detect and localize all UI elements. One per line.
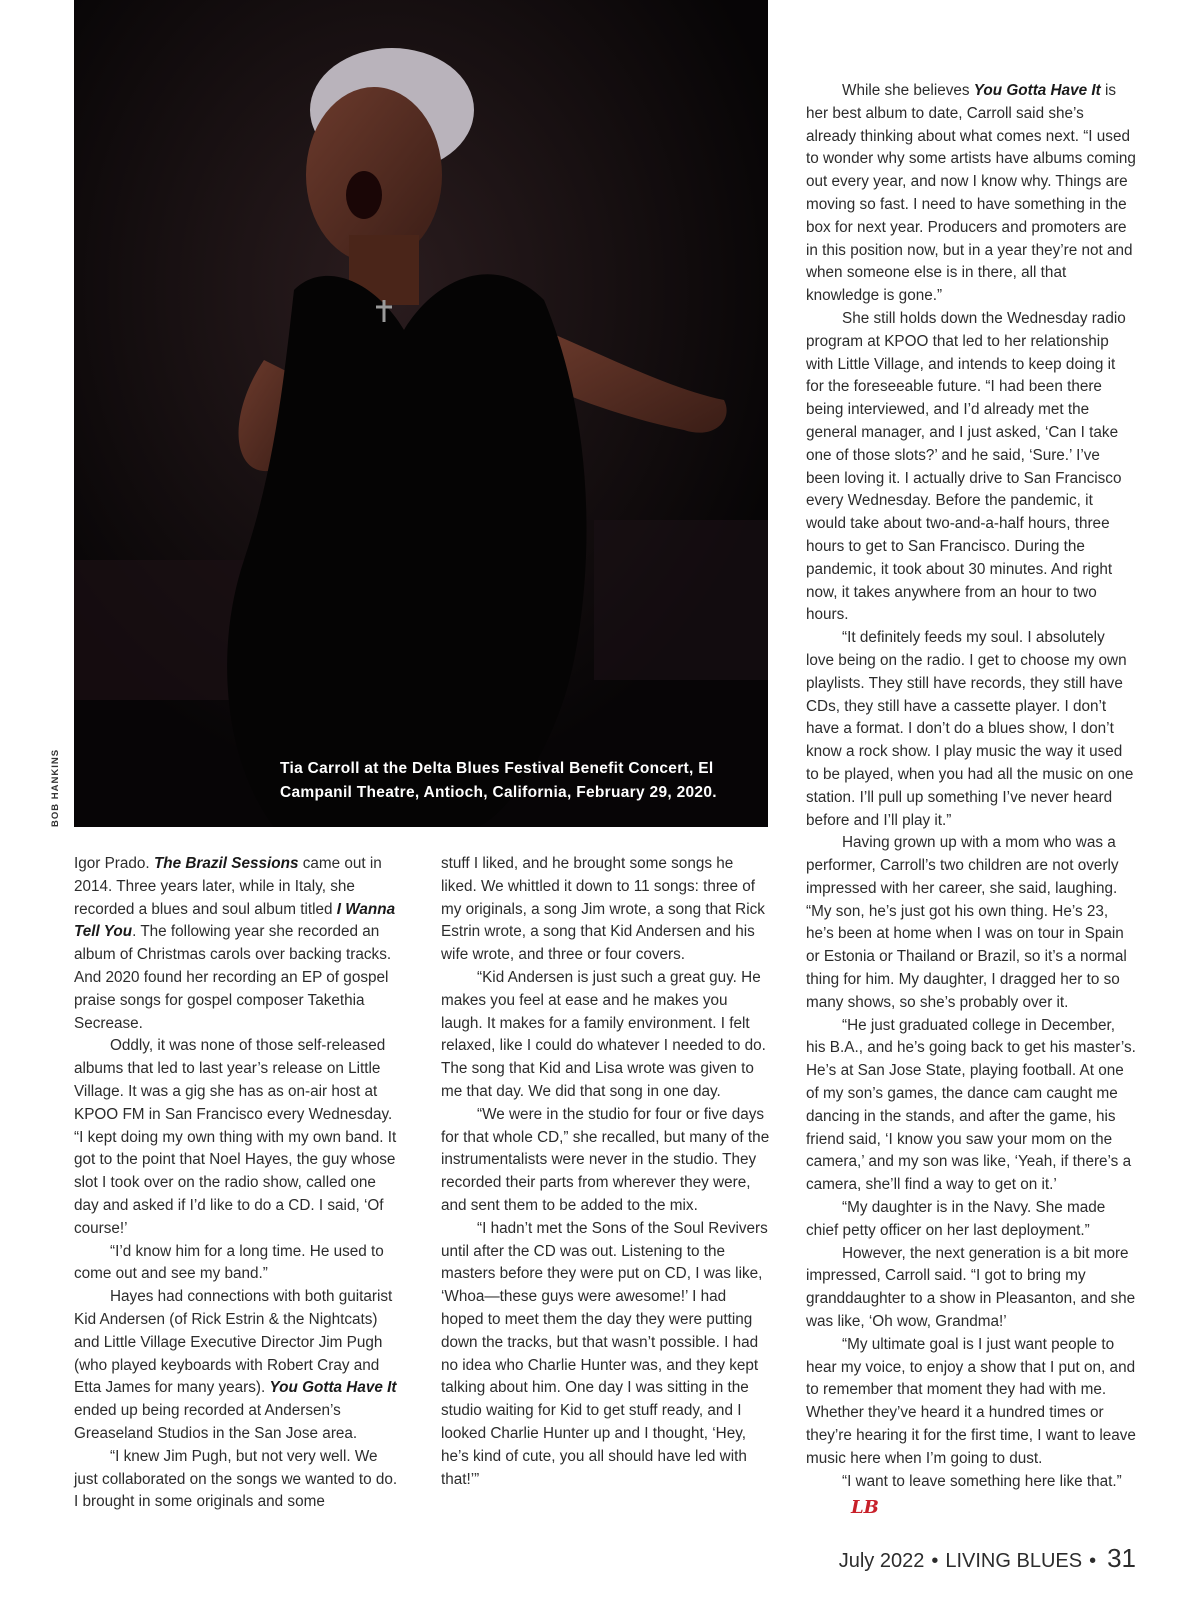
- paragraph: She still holds down the Wednesday radio program at KPOO that led to her relationship with Little Village, and intends to keep doing it for the foreseeable future. “I had been there being interviewed, and I’d already met the general manager, and I just asked, ‘Can I take one of those slots?’ and he said, ‘Sure.’ I’ve been loving it. I actually drive to San Francisco every Wednesday. Before the pandemic, it would take about two-and-a-half hours, three hours to get to San Francisco. During the pandemic, it took about 30 minutes. And right now, it takes anywhere from an hour to two hours.: [806, 309, 1126, 624]
- text-run: ended up being recorded at Andersen’s Greaseland Studios in the San Jose area.: [74, 1402, 358, 1442]
- paragraph: “My daughter is in the Navy. She made chief petty officer on her last deployment.”: [806, 1199, 1106, 1239]
- bullet-separator: •: [931, 1550, 939, 1572]
- article-column-1: [74, 853, 404, 1514]
- album-title: You Gotta Have It: [973, 82, 1101, 99]
- living-blues-end-mark-icon: [814, 1493, 879, 1527]
- page-footer: [839, 1543, 1136, 1574]
- photo-caption: Tia Carroll at the Delta Blues Festival Benefit Concert, El Campanil Theatre, Antioch, California, February 29, 2020.: [280, 760, 717, 801]
- text-run: . The following year she recorded an album of Christmas carols over backing tracks. And 2020 found her recording an EP of gospel praise songs for gospel composer Takethia Secrease.: [74, 923, 392, 1032]
- paragraph: [74, 1286, 404, 1446]
- paragraph: [74, 853, 404, 1035]
- paragraph: However, the next generation is a bit more impressed, Carroll said. “I got to bring my granddaughter to a show in Pleasanton, and she was like, ‘Oh wow, Grandma!’: [806, 1244, 1136, 1331]
- paragraph: Oddly, it was none of those self-released albums that led to last year’s release on Little Village. It was a gig she has as on-air host at KPOO FM in San Francisco every Wednesday. “I kept doing my own thing with my own band. It got to the point that Noel Hayes, the guy whose slot I took over on the radio show, called one day and asked if I’d like to do a CD. I said, ‘Of course!’: [74, 1037, 397, 1237]
- paragraph: “I knew Jim Pugh, but not very well. We just collaborated on the songs we wanted to do. I brought in some originals and some: [74, 1447, 398, 1511]
- paragraph: “He just graduated college in December, his B.A., and he’s going back to get his master’s. He’s at San Jose State, playing football. At one of my son’s games, the dance cam caught me dancing in the stands, and after the game, his friend said, ‘I know you saw your mom on the camera,’ and my son was like, ‘Yeah, if there’s a camera, she’ll find a way to get on it.’: [806, 1016, 1136, 1194]
- paragraph: “It definitely feeds my soul. I absolutely love being on the radio. I get to choose my own playlists. They still have records, they still have CDs, they still have a cassette player. I don’t have a format. I don’t do a blues show, I don’t know a rock show. I play music the way it used to be played, when you had all the music on one station. I’ll pull up something I’ve never heard before and I’ll play it.”: [806, 629, 1134, 829]
- article-photo: [74, 0, 768, 827]
- svg-text:LB: LB: [851, 1497, 879, 1519]
- magazine-name: LIVING BLUES: [945, 1550, 1083, 1572]
- album-title: You Gotta Have It: [269, 1379, 397, 1397]
- photo-credit: BOB HANKINS: [50, 748, 61, 827]
- paragraph: Having grown up with a mom who was a performer, Carroll’s two children are not overly impressed with her career, she said, laughing. “My son, he’s just got his own thing. He’s 23, he’s been at home when I was on tour in Spain or Estonia or Thailand or Brazil, so it’s a normal thing for him. My daughter, I dragged her to so many shows, so she’s probably over it.: [806, 834, 1127, 1011]
- text-run: came out in 2014. Three years later, while in Italy, she recorded a blues and soul album titled: [74, 855, 382, 918]
- issue-date: July 2022: [838, 1550, 925, 1572]
- paragraph: [806, 80, 1136, 308]
- album-title: I Wanna Tell You: [74, 900, 396, 941]
- singer-illustration: [74, 0, 768, 827]
- article-column-3: [806, 80, 1136, 1527]
- paragraph: “Kid Andersen is just such a great guy. He makes you feel at ease and he makes you laugh. It makes for a family environment. I felt relaxed, like I could do whatever I needed to do. The song that Kid and Lisa wrote was given to me that day. We did that song in one day.: [441, 968, 766, 1100]
- text-run: Hayes had connections with both guitarist Kid Andersen (of Rick Estrin & the Nightcats) and Little Village Executive Director Jim Pugh (who played keyboards with Robert Cray and Etta James for many years).: [74, 1288, 393, 1397]
- text-run: “I want to leave something here like that.”: [842, 1472, 1122, 1490]
- paragraph: “I hadn’t met the Sons of the Soul Revivers until after the CD was out. Listening to the masters before they were put on CD, I was like, ‘Whoa—these guys were awesome!’ I had hoped to meet them the day they were putting down the tracks, but that wasn’t possible. I had no idea who Charlie Hunter was, and they kept talking about him. One day I was sitting in the studio waiting for Kid to get stuff ready, and I looked Charlie Hunter up and I thought, ‘Hey, he’s kind of cute, you all should have led with that!’”: [441, 1219, 768, 1488]
- paragraph: stuff I liked, and he brought some songs he liked. We whittled it down to 11 songs: three of my originals, a song Jim wrote, a song that Rick Estrin wrote, a song that Kid Andersen and his wife wrote, and three or four covers.: [441, 855, 765, 964]
- paragraph: [806, 1471, 1136, 1528]
- album-title: The Brazil Sessions: [153, 855, 299, 872]
- paragraph: “My ultimate goal is I just want people to hear my voice, to enjoy a show that I put on, and to remember that moment they had with me. Whether they’ve heard it a hundred times or they’re hearing it for the first time, I want to leave music here when I’m going to dust.: [806, 1335, 1136, 1467]
- article-column-2: [441, 853, 771, 1491]
- text-run: Igor Prado.: [74, 855, 154, 872]
- text-run: is her best album to date, Carroll said she’s already thinking about what comes next. “I used to wonder why some artists have albums coming out every year, and now I know why. Things are moving so fast. I need to have something in the box for next year. Producers and promoters are in this position now, but in a year they’re not and when someone else is in there, all that knowledge is gone.”: [806, 82, 1136, 305]
- paragraph: “We were in the studio for four or five days for that whole CD,” she recalled, but many of the instrumentalists were never in the studio. They recorded their parts from wherever they were, and sent them to be added to the mix.: [441, 1105, 770, 1214]
- bullet-separator: •: [1089, 1550, 1097, 1572]
- text-run: While she believes: [842, 82, 974, 99]
- paragraph: “I’d know him for a long time. He used to come out and see my band.”: [74, 1242, 384, 1283]
- page-number: 31: [1107, 1543, 1136, 1573]
